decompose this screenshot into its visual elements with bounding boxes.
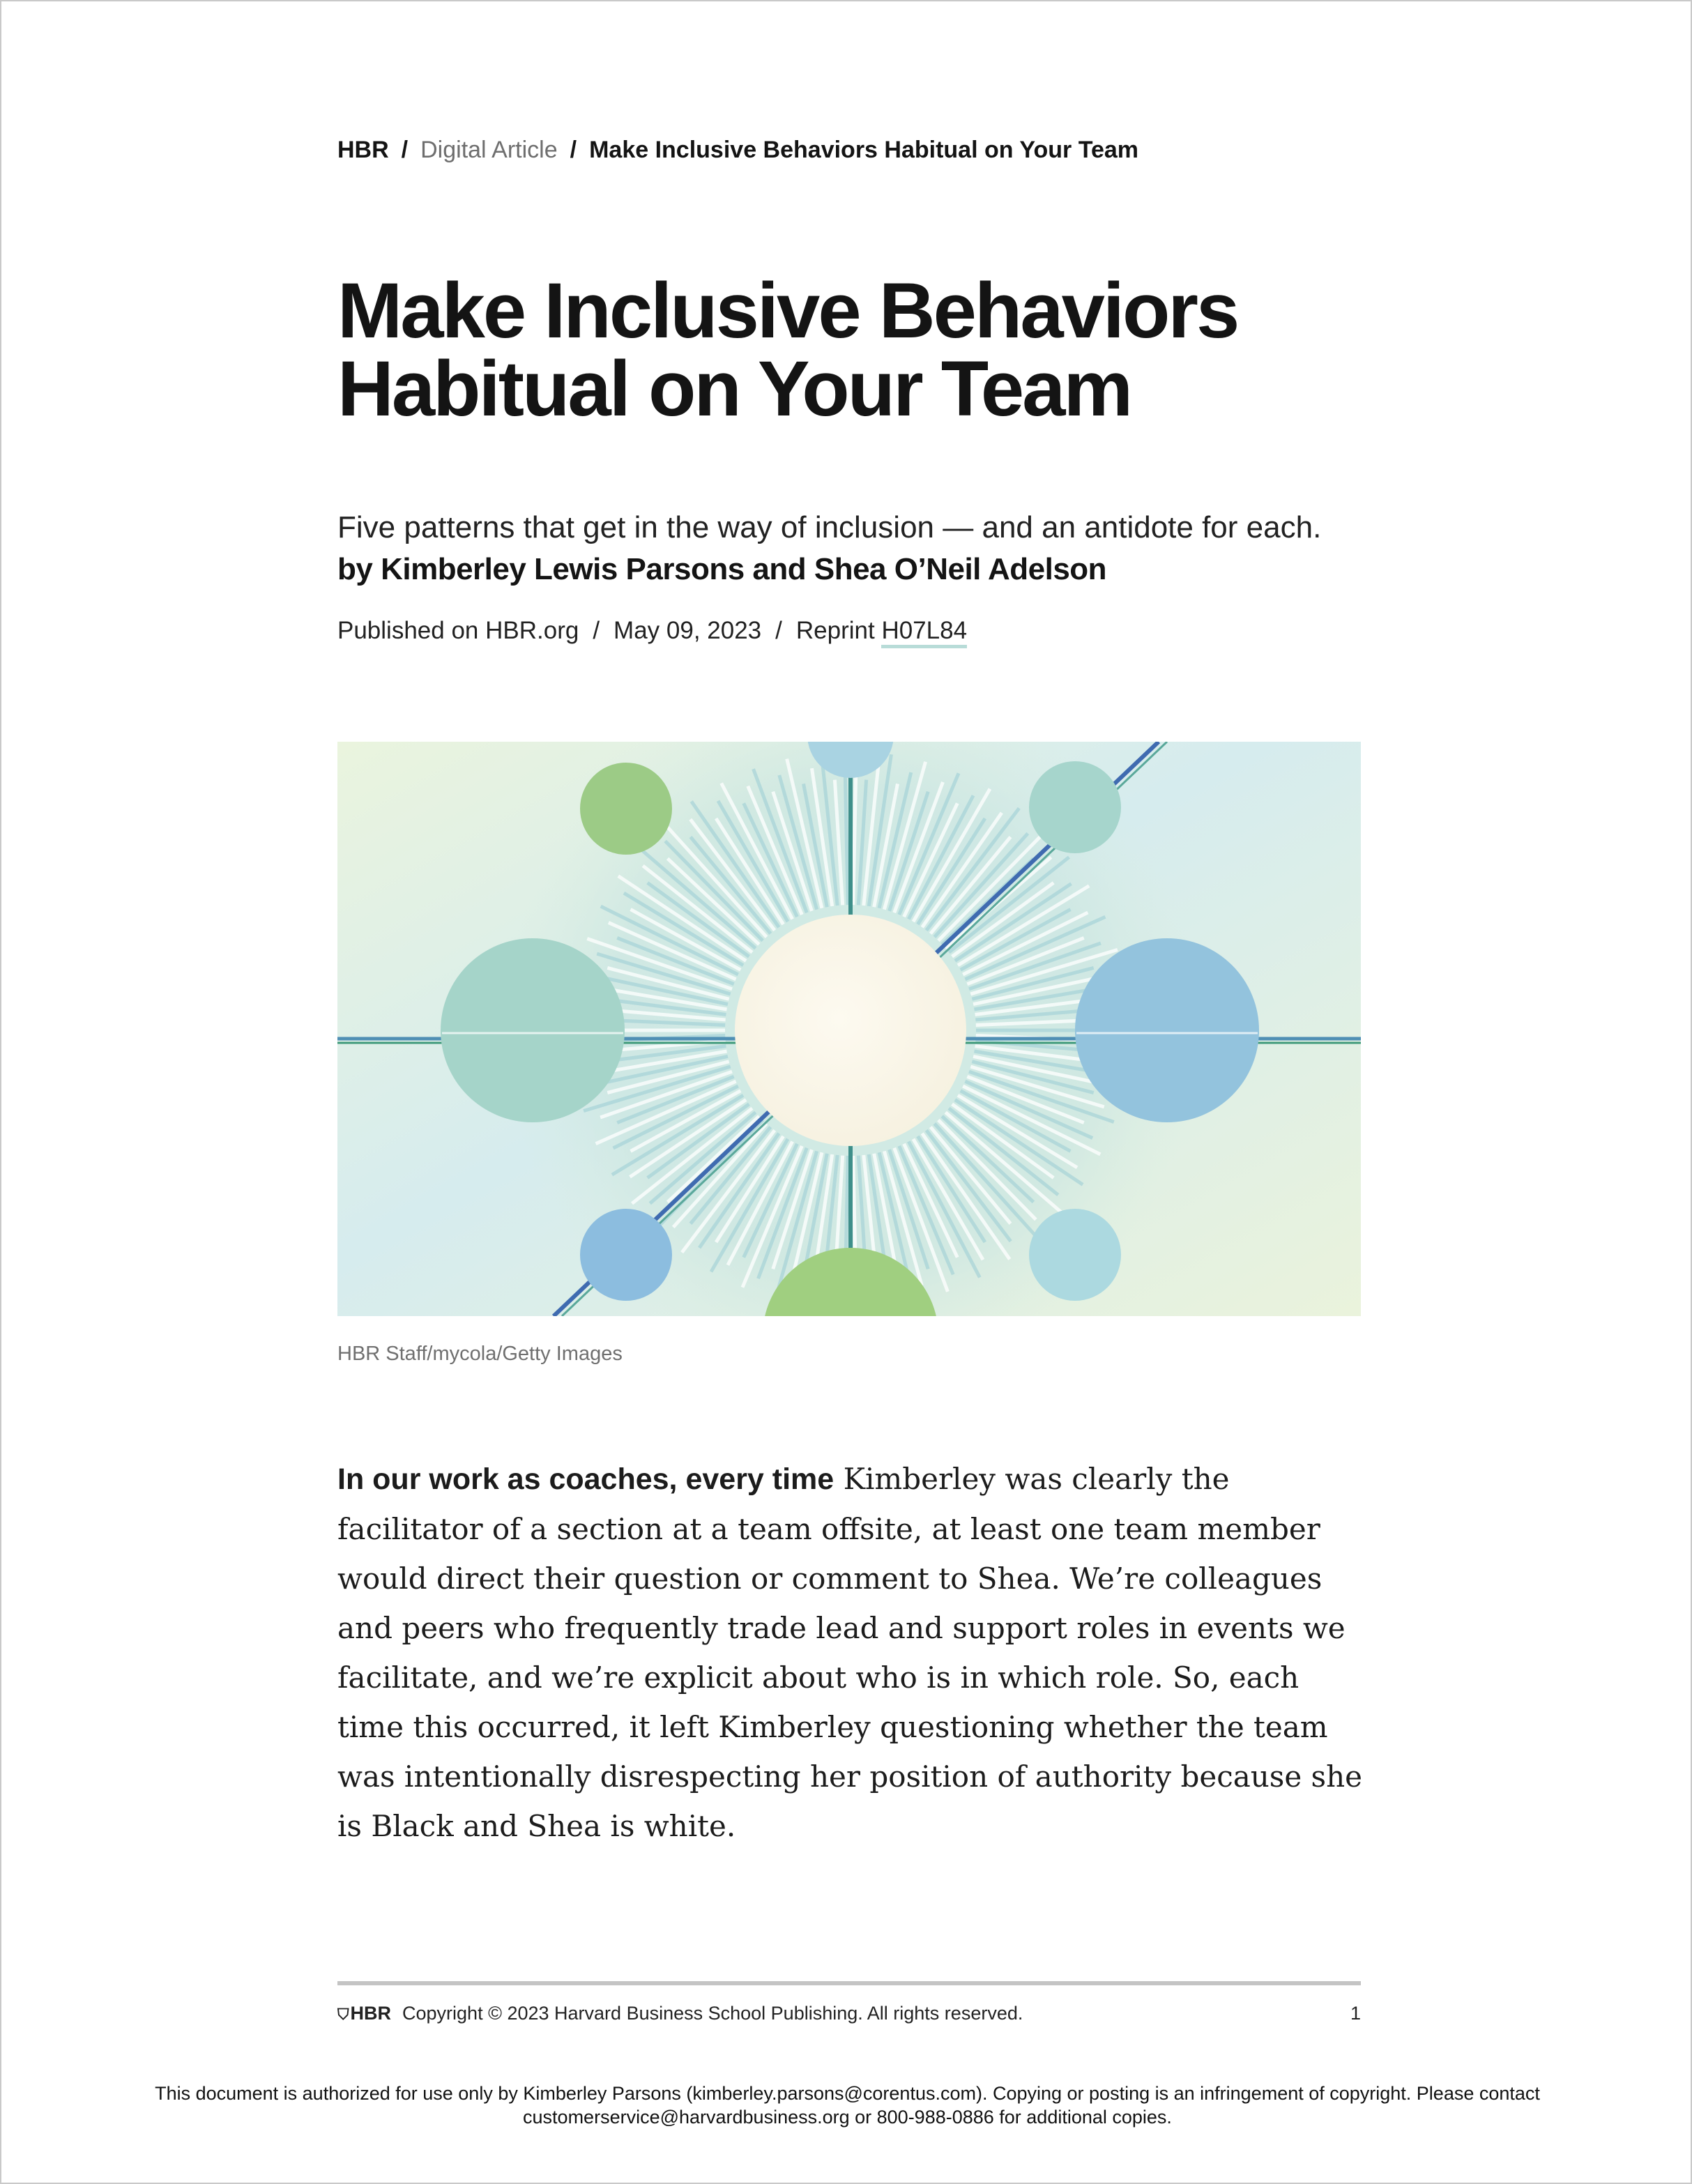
breadcrumb bbox=[337, 134, 1361, 166]
node-core bbox=[735, 915, 966, 1146]
article-body bbox=[337, 1454, 1369, 1851]
breadcrumb-separator: / bbox=[401, 137, 409, 163]
breadcrumb-current: Make Inclusive Behaviors Habitual on Your Team bbox=[589, 137, 1139, 163]
article-meta bbox=[337, 615, 1361, 647]
article-title bbox=[337, 267, 1355, 432]
node-bottom-left bbox=[580, 1209, 672, 1301]
reprint-code-link[interactable]: H07L84 bbox=[881, 617, 967, 648]
page-number: 1 bbox=[1350, 2003, 1361, 2024]
article-body-text: Kimberley was clearly the facilitator of a section at a team offsite, at least one team member would direct their question or comment to Shea. We’re colleagues and peers who frequently trade lead and support roles in events we facilitate, and we’re explicit about who is in which role. So, each time this occurred, it left Kimberley questioning whether the team was intentionally disrespecting her position of authority because she is Black and Shea is white. bbox=[337, 1462, 1363, 1843]
footer-copyright: Copyright © 2023 Harvard Business School Publishing. All rights reserved. bbox=[402, 2003, 1023, 2024]
meta-separator: / bbox=[593, 617, 600, 644]
footer-logo-text: HBR bbox=[350, 2003, 392, 2024]
node-right bbox=[1075, 938, 1259, 1122]
reprint-label: Reprint bbox=[795, 617, 875, 644]
node-top-right bbox=[1029, 761, 1121, 853]
article-lead-in: In our work as coaches, every time bbox=[337, 1463, 834, 1496]
breadcrumb-section[interactable]: Digital Article bbox=[420, 137, 558, 163]
article-byline: by Kimberley Lewis Parsons and Shea O’Neil Adelson bbox=[337, 552, 1107, 586]
article-title-line2: Habitual on Your Team bbox=[337, 345, 1131, 432]
footer-divider bbox=[337, 1981, 1361, 1985]
published-date: May 09, 2023 bbox=[613, 617, 762, 644]
hero-illustration bbox=[337, 742, 1361, 1316]
shield-icon: ⛉ bbox=[337, 2006, 349, 2023]
node-top-left bbox=[580, 763, 672, 855]
article-title-line1: Make Inclusive Behaviors bbox=[337, 267, 1238, 354]
footer-logo bbox=[337, 2003, 391, 2024]
breadcrumb-separator: / bbox=[570, 137, 577, 163]
page-footer bbox=[337, 1999, 1361, 2027]
image-credit: HBR Staff/mycola/Getty Images bbox=[337, 1343, 623, 1365]
authorization-notice bbox=[1, 2082, 1692, 2129]
breadcrumb-home[interactable]: HBR bbox=[337, 137, 389, 163]
notice-line-1: This document is authorized for use only by Kimberley Parsons (kimberley.parsons@corentus.com). Copying or posting is an infringement of copyright. Please contact bbox=[155, 2083, 1540, 2104]
meta-separator: / bbox=[775, 617, 782, 644]
notice-line-2: customerservice@harvardbusiness.org or 800-988-0886 for additional copies. bbox=[523, 2107, 1172, 2128]
node-left bbox=[441, 938, 625, 1122]
published-label: Published on HBR.org bbox=[337, 617, 579, 644]
node-bottom-right bbox=[1029, 1209, 1121, 1301]
article-dek: Five patterns that get in the way of inclusion — and an antidote for each. bbox=[337, 510, 1322, 544]
